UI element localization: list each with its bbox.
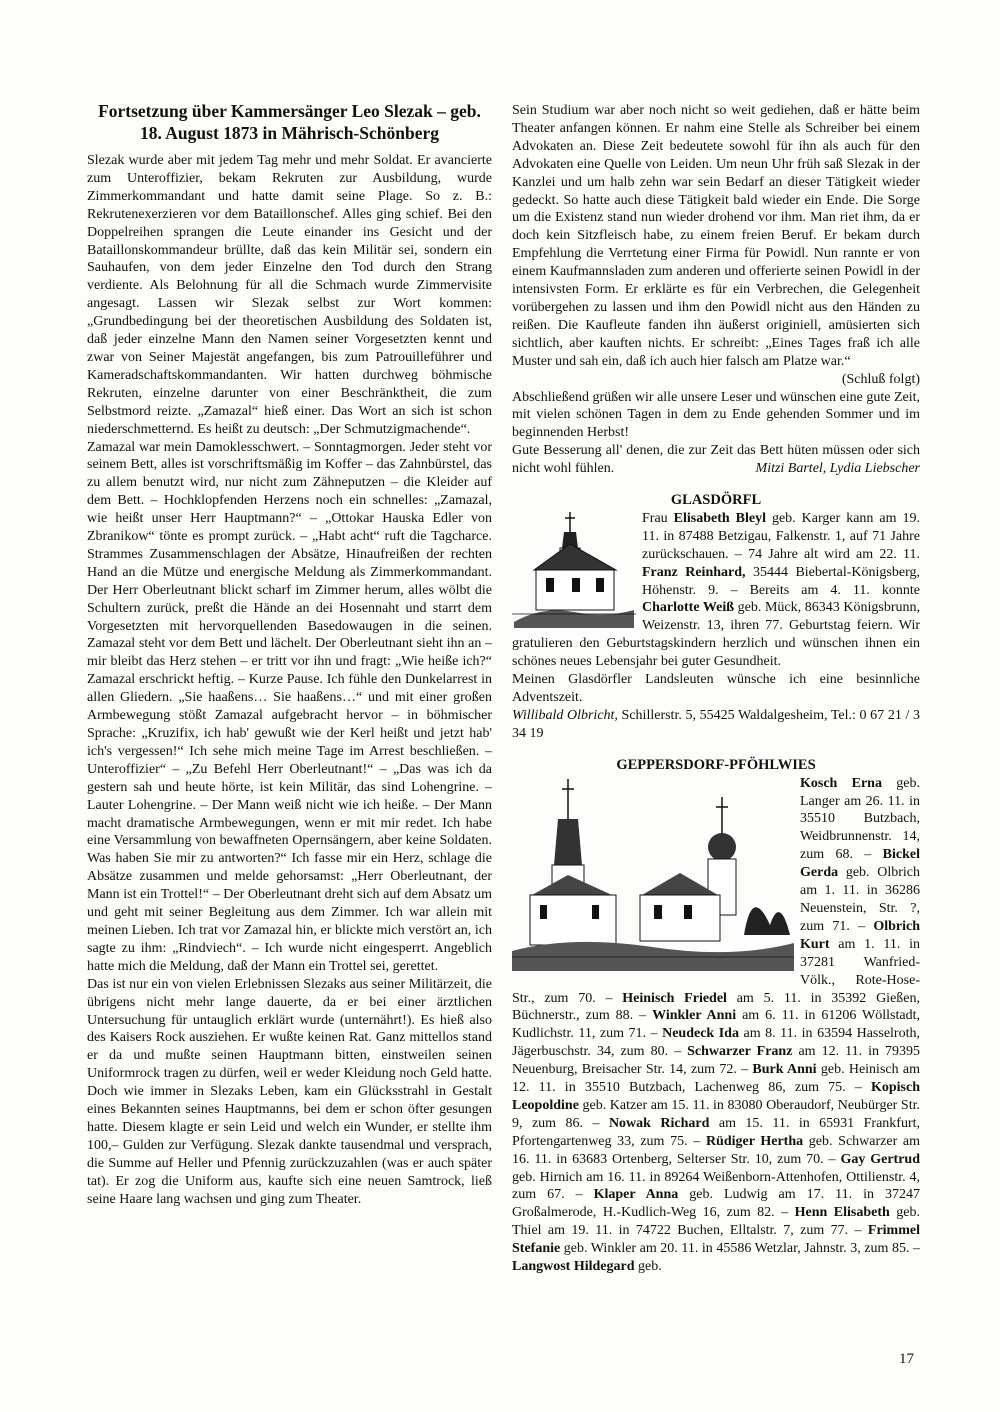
- section-title-geppersdorf: GEPPERSDORF-PFÖHLWIES: [616, 756, 816, 773]
- entry-text: am 12. 11. in 79395 Neuenburg, Breisacher Str. 14, zum 72. –: [512, 1044, 921, 1078]
- person-name: Nowak Richard: [608, 1115, 710, 1131]
- paragraph: Abschließend grüßen wir alle unsere Leser und wünschen eine gute Zeit, mit vielen schönen Tagen in dem zu Ende gehenden Sommer und im beginnenden Herbst!: [512, 389, 920, 441]
- entry-text: geb.: [634, 1259, 662, 1275]
- entry-text: geb. Ludwig am 17. 11. in 37247 Großalmerode, H.-Kudlich-Weg 16, zum 82. –: [512, 1187, 920, 1221]
- church-illustration: [512, 510, 636, 628]
- entry-text: geb. Olbrich am 1. 11. in 36286 Neuenstein, Str. ?, zum 71. –: [800, 865, 920, 934]
- village-church-illustration: [512, 775, 794, 971]
- signature: Willibald Olbricht, Schillerstr. 5, 55425 Waldalgesheim, Tel.: 0 67 21 / 3 34 19: [512, 707, 920, 741]
- person-name: Winkler Anni: [652, 1008, 737, 1024]
- person-name: Elisabeth Bleyl: [673, 510, 766, 526]
- person-name: Franz Reinhard,: [642, 564, 746, 580]
- entry-text: geb. Hirnich am 16. 11. in 89264 Weißenborn-Attenhofen, Ottilienstr. 4, zum 67. –: [512, 1169, 920, 1203]
- entry-text: geb. Schwarzer am 16. 11. in 63683 Ortenberg, Selterser Str. 10, zum 70. –: [512, 1133, 921, 1167]
- person-name: Klaper Anna: [593, 1187, 679, 1203]
- paragraph: Meinen Glasdörfler Landsleuten wünsche ich eine besinnliche Adventszeit.: [512, 672, 920, 705]
- person-name: Burk Anni: [752, 1062, 817, 1078]
- entry-text: am 1. 11. in 37281 Wanfried-Völk., Rote-Hose-Str., zum 70. –: [512, 936, 920, 1006]
- entry-text: geb. Thiel am 19. 11. in 74722 Buchen, Elltalstr. 7, zum 77. –: [512, 1205, 920, 1239]
- paragraph: Gute Besserung all' denen, die zur Zeit das Bett hüten müssen oder sich nicht wohl fühlen. Mitzi Bartel, Lydia Liebscher: [512, 443, 920, 477]
- paragraph: Das ist nur ein von vielen Erlebnissen Slezaks aus seiner Militärzeit, die übrigens nicht mehr lange dauerte, da er bei einer ärztlichen Untersuchung für untauglich erklärt wurde (unternährt!). Es hieß also des Kaisers Rock ausziehen. Er wußte keinen Rat. Ganz mittellos stand er da und mußte seinen Hauptmann bitten, einstweilen seinen Uniformrock tragen zu dürfen, weil er weder Kleidung noch Geld hatte. Doch wie immer in Slezaks Leben, kam ein Glücksstrahl in Gestalt eines Bekannten seines Hauptmanns, bei dem er schon öfter gesungen hatte. Diesem klagte er sein Leid und welch ein Wunder, er stellte ihm 100,– Gulden zur Verfügung. Slezak dankte tausendmal und versprach, die Summe auf Heller und Pfennig zurückzuzahlen (was er auch später tat). Er zog die Uniform aus, kaufte sich eine neuen Samtrock, ließ seine Haare lang wachsen und ging zum Theater.: [87, 976, 492, 1207]
- person-name: Kopisch Leopoldine: [512, 1080, 920, 1113]
- person-name: Charlotte Weiß: [642, 600, 735, 616]
- paragraph: Zamazal war mein Damoklesschwert. – Sonntagmorgen. Jeder steht vor seinem Bett, alles ist vorschriftsmäßig im Koffer – das Zahnbürstel, das zu allem benutzt wird, nur nicht zum Zähneputzen – die Kleider auf dem Bett. – Hochklopfenden Herzens noch ein schnelles: „Zamazal, wie heißt unser Herr Hauptmann?“ – „Ottokar Hauska Edler von Zbranikow“ tönte es prompt zurück. – „Habt acht“ ruft die Tagcharce. Strammes Zusammenschlagen der Absätze, Hinaufreißen der rechten Hand an die Mütze und energische Meldung als Zimmerkommandant. Der Herr Oberleutnant blickt scharf im Zimmer herum, alles wölbt die Schultern zurück, preßt die Hände an dei Hosennaht und starrt dem Vorgesetzten mit hervorquellenden Basedowaugen in die seinen. Zamazal steht vor dem Bett und lächelt. Der Oberleutnant sieht ihn an – mir bleibt das Herz stehen – er tritt vor ihn und fragt: „Wie heiße ich?“ Zamazal erschrickt heftig. – Kurze Pause. Ich fühle den Dunkelarrest in allen Gliedern. „Sie haaßens… Sie haaßens…“ und mit einer großen Armbewegung stößt Zamazal aufgebracht hervor – in böhmischer Sprache: „Kruzifix, ich hab' gewußt wie der Kerl heißt und jetzt hab' ich's vergessen!“ Ich sehe mich meine Tage im Arrest beschließen. – Unteroffizier“ – „Zu Befehl Herr Oberleutnant!“ – „Das was ich da gestern sah und heute hörte, ist kein Militär, das sind Lohengrine. – Lauter Lohengrine. – Der Mann weiß nicht wie ich heiße. – Der Mann macht dramatische Armbewegungen, wenn er mit mir redet. Ich habe eine Versammlung von bewaffneten Opernsängern, aber keine Soldaten. Was haben Sie mir zu antworten?“ Ich fasse mir ein Herz, schlage die Absätze zusammen und melde gehorsamst: „Herr Oberleutnant, der Mann ist ein Trottel!“ – Der Oberleutnant dreht sich auf dem Absatz um und geht mit seiner Begleitung aus dem Zimmer. Ich war allein mit meinen Lieben. Ich trat vor Zamazal hin, er blickte mich verstört an, ich sagte zu ihm: „Rindviech“. – Ich wurde nicht eingesperrt. Angeblich hatte mich die Meldung, daß der Mann ein Trottel sei, gerettet.: [87, 439, 492, 974]
- person-name: Kosch Erna: [800, 775, 882, 791]
- signature: Mitzi Bartel, Lydia Liebscher: [755, 461, 920, 477]
- person-name: Rüdiger Hertha: [705, 1133, 804, 1149]
- paragraph: Sein Studium war aber noch nicht so weit gediehen, daß er hätte beim Theater anfangen können. Er nahm eine Stelle als Schreiber bei einem Advokaten an. Diese Zeit bedeutete sowohl für ihn als auch für den Advokaten eine Quelle von Leiden. Um neun Uhr früh saß Slezak in der Kanzlei und um halb zehn war sein Bedarf an dieser Tätigkeit wieder gedeckt. So hatte auch diese Tätigkeit bald wieder ein Ende. Die Sorge um die Existenz stand nun wieder drohend vor ihm. Man riet ihm, da er doch kein Sitzfleisch habe, zu einem freien Beruf. Er bekam durch Empfehlung die Verrtetung einer Firma für Powidl. Nun rannte er von einem Kaufmannsladen zum anderen und offerierte seinen Powidl in der intensivsten Form. Er erklärte es für ein Verbrechen, die Gelegenheit vorübergehen zu lassen und ihm den Powidl nicht aus den Händen zu reißen. Die Kaufleute fanden ihn äußerst originiell, amüsierten sich sichtlich, aber kauften nichts. Er schreibt: „Eines Tages fraß ich alle Muster und sah ein, daß ich auch hier falsch am Platze war.“ (Schluß folgt): [512, 103, 920, 387]
- entry-text: geb. Heinisch am 12. 11. in 35510 Butzbach, Lachenweg 86, zum 75. –: [512, 1062, 920, 1096]
- entry-text: am 5. 11. in 35392 Gießen, Büchnerstr., zum 88. –: [512, 990, 920, 1024]
- entry-text: geb. Winkler am 20. 11. in 45586 Wetzlar, Jahnstr. 3, zum 85. –: [560, 1241, 920, 1257]
- paragraph: Frau Elisabeth Bleyl geb. Karger kann am 19. 11. in 87488 Betzigau, Falkenstr. 1, auf 71 Jahre zurückschauen. – 74 Jahre alt wird am 22. 11. Franz Reinhard, 35444 Biebertal-Königsberg, Höhenstr. 9. – Bereits am 4. 11. konnte Charlotte Weiß geb. Mück, 86343 Königsbrunn, Weizenstr. 13, ihren 77. Geburtstag feiern. Wir gratulieren den Geburtstagskindern herzlich und wünschen ihnen ein schönes neues Lebensjahr bei guter Gesundheit.: [512, 510, 920, 670]
- entry-text: geb. Katzer am 15. 11. in 83080 Oberaudorf, Neubürger Str. 9, zum 86. –: [512, 1097, 920, 1131]
- entry-text: am 15. 11. in 65931 Frankfurt, Pfortengartenweg 33, zum 75. –: [512, 1115, 920, 1149]
- person-name: Neudeck Ida: [662, 1026, 739, 1042]
- person-name: Langwost Hildegard: [512, 1259, 635, 1275]
- section-title-glasdorfl: GLASDÖRFL: [670, 492, 762, 509]
- person-name: Olbrich Kurt: [800, 918, 920, 952]
- left-column: [87, 152, 492, 1208]
- person-name: Frimmel Stefanie: [512, 1223, 920, 1257]
- person-name: Henn Elisabeth: [794, 1205, 890, 1221]
- continuation-note: (Schluß folgt): [841, 371, 920, 387]
- entry-text: geb. Langer am 26. 11. in 35510 Butzbach, Weidbrunnenstr. 14, zum 68. –: [800, 775, 920, 863]
- page-number: 17: [899, 1351, 914, 1367]
- person-name: Gay Gertrud: [840, 1151, 920, 1167]
- person-name: Bickel Gerda: [800, 847, 920, 881]
- person-name: Heinisch Friedel: [622, 990, 727, 1006]
- paragraph: Slezak wurde aber mit jedem Tag mehr und mehr Soldat. Er avancierte zum Unteroffizier, bekam Rekruten zur Ausbildung, wurde Zimmerkommandant und hatte damit seine Plage. So z. B.: Rekrutenexerzieren vor dem Bataillonschef. Alles ging schief. Bei den Doppelreihen sprangen die Leute einander ins Gesicht und der Bataillonskommandeur brüllte, daß das kein Militär sei, sondern ein Sauhaufen, von dem jeder Einzelne den Tod durch den Strang verdiente. Als Belohnung für all die Schmach wurde Zimmervisite angesagt. Lassen wir Slezak selbst zur Wort kommen: „Grundbedingung bei der theoretischen Ausbildung des Soldaten ist, daß jeder einzelne Mann den Namen seiner Vorgesetzten kennt und zwar von Seiner Majestät angefangen, bis zum Patrouilleführer und Kameradschaftskommandanten. Wir hatten durchweg böhmische Rekruten, einzelne darunter von einer Beschränktheit, die zum Selbstmord reizte. „Zamazal“ hieß einer. Das Wort an sich ist schon niederschmetternd. Es heißt zu deutsch: „Der Schmutzigmachende“.: [87, 153, 492, 437]
- right-column: [512, 102, 920, 1276]
- entry-text: am 6. 11. in 61206 Wöllstadt, Kudlichstr. 11, zum 71. –: [512, 1008, 920, 1042]
- person-name: Schwarzer Franz: [687, 1044, 793, 1060]
- entry-text: am 8. 11. in 63594 Hasselroth, Jägerbuschstr. 34, zum 80. –: [512, 1026, 920, 1060]
- article-heading: Fortsetzung über Kammersänger Leo Slezak – geb. 18. August 1873 in Mährisch-Schönberg: [98, 101, 481, 143]
